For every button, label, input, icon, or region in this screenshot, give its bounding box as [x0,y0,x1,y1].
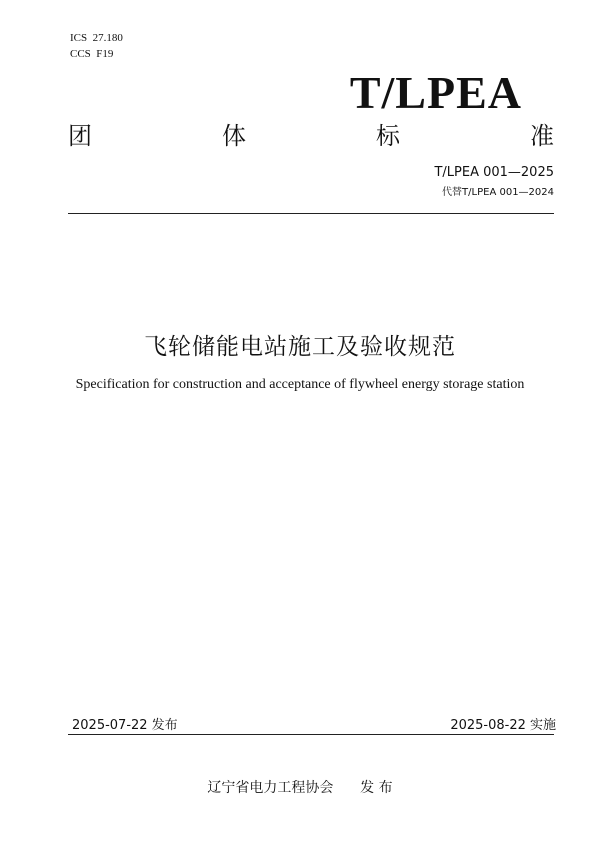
document-title-english: Specification for construction and acceptance of flywheel energy storage station [75,377,525,392]
issuing-organization: 辽宁省电力工程协会 发 布 [207,780,393,796]
category-char: 团 [68,122,92,150]
document-title: 飞轮储能电站施工及验收规范 [144,334,456,360]
category-char: 准 [530,122,554,150]
publish-date: 2025-07-22 发布 [72,718,178,733]
category-char: 标 [376,122,400,150]
standard-number: T/LPEA 001—2025 [434,165,554,180]
classification-codes [70,30,123,62]
replaces-standard: 代替T/LPEA 001—2024 [442,187,554,198]
bottom-divider [68,734,554,735]
category-char: 体 [222,122,246,150]
ccs-code: CCS F19 [70,48,114,60]
standard-category [68,116,554,151]
ics-code: ICS 27.180 [70,32,123,44]
top-divider [68,213,554,214]
implement-date: 2025-08-22 实施 [450,718,556,733]
standard-logo: T/LPEA [349,67,522,118]
